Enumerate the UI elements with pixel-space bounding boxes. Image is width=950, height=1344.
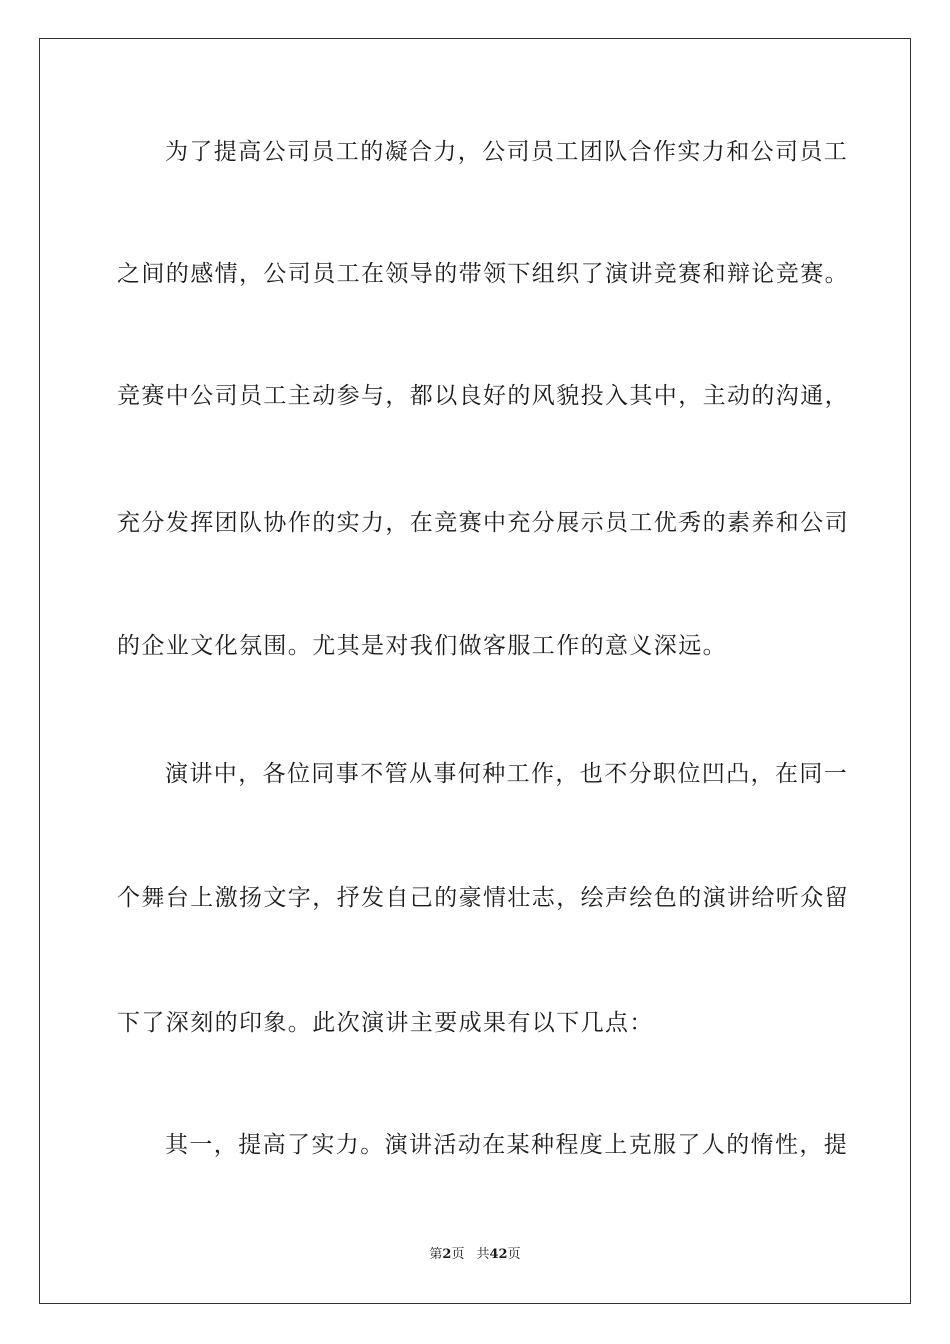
page-number: 2 (442, 1247, 452, 1262)
page-border (39, 38, 911, 1304)
total-pages: 42 (489, 1247, 508, 1262)
page-suffix: 页 (451, 1247, 465, 1262)
paragraph-line: 下了深刻的印象。此次演讲主要成果有以下几点： (117, 1010, 654, 1036)
paragraph-line: 个舞台上激扬文字，抒发自己的豪情壮志，绘声绘色的演讲给听众留 (117, 885, 849, 911)
paragraph-line: 的企业文化氛围。尤其是对我们做客服工作的意义深远。 (117, 633, 727, 659)
paragraph-line: 充分发挥团队协作的实力，在竞赛中充分展示员工优秀的素养和公司 (117, 510, 849, 536)
paragraph-line: 其一，提高了实力。演讲活动在某种程度上克服了人的惰性，提 (165, 1132, 849, 1158)
paragraph-line: 竞赛中公司员工主动参与，都以良好的风貌投入其中，主动的沟通， (117, 383, 849, 409)
total-prefix: 共 (476, 1247, 490, 1262)
total-suffix: 页 (507, 1247, 521, 1262)
paragraph-line: 为了提高公司员工的凝合力，公司员工团队合作实力和公司员工 (165, 139, 849, 165)
page-footer (0, 1246, 950, 1264)
paragraph-line: 之间的感情，公司员工在领导的带领下组织了演讲竞赛和辩论竞赛。 (117, 261, 849, 287)
paragraph-line: 演讲中，各位同事不管从事何种工作，也不分职位凹凸，在同一 (165, 761, 849, 787)
page-prefix: 第 (429, 1247, 443, 1262)
